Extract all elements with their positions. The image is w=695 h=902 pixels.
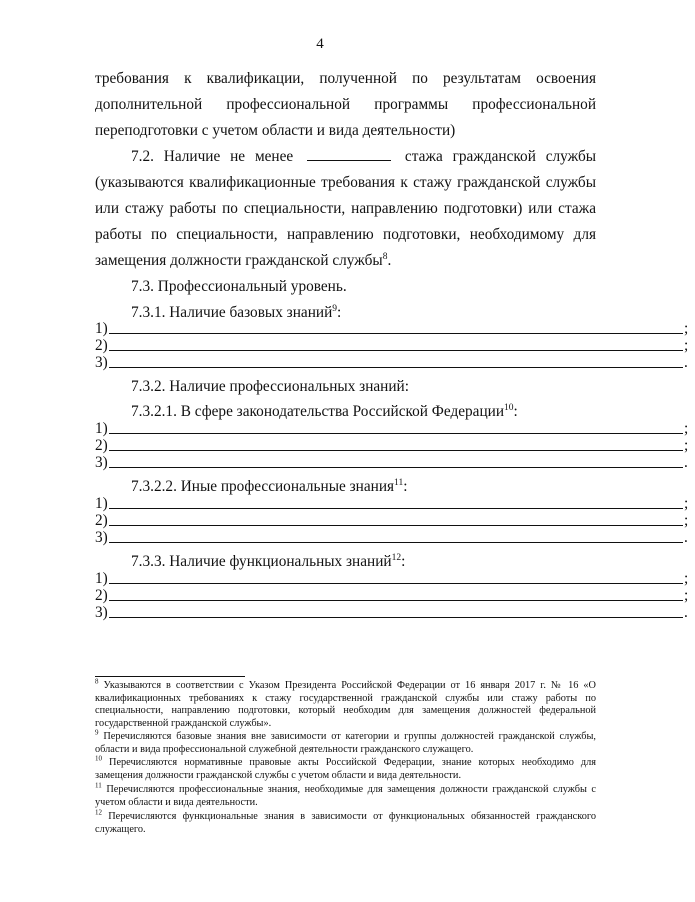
footnote-separator [95,676,245,677]
word: результатам [443,70,521,87]
fill-row [95,320,695,338]
footnote-text: Перечисляются профессиональные знания, необходимые для замещения должности гражданской службы с учетом области и вида деятельности. [95,784,596,808]
row-number: 1) [95,420,108,437]
footnote-number: 8 [95,677,99,686]
para1-line1 [95,70,596,88]
footnote-ref: 9 [332,303,337,314]
fill-row [95,437,695,455]
fill-line [109,450,683,451]
word: требования [95,70,169,87]
footnote-10 [95,754,596,782]
fill-row [95,570,695,588]
text: : [403,478,408,495]
footnote-ref: 10 [504,402,514,413]
fill-row [95,420,695,438]
text: : [337,304,342,321]
subsection-732: 7.3.2. Наличие профессиональных знаний: [131,378,409,395]
row-end: ; [684,420,689,437]
row-number: 3) [95,604,108,621]
word: освоения [536,70,597,87]
word: дополнительной [95,96,203,113]
text: 7.3.3. Наличие функциональных знаний [131,553,392,570]
fill-line [109,508,683,509]
footnote-ref: 12 [391,552,402,563]
text: : [513,403,518,420]
footnote-8 [95,677,596,730]
item72-line3: или стажу работы по специальности, направлению подготовки) или стажа [95,200,596,217]
footnote-12 [95,808,596,836]
footnote-number: 10 [95,754,102,763]
row-end: ; [684,337,689,354]
fill-line [109,600,683,601]
row-number: 2) [95,512,108,529]
item72-line4: работы по специальности, направлению подготовки, необходимому для [95,226,596,243]
item72-line1 [131,148,596,166]
fill-line [109,367,683,368]
item72-line2: (указываются квалификационные требования к стажу гражданской службы [95,174,596,191]
fill-line [109,433,683,434]
row-number: 1) [95,320,108,337]
row-number: 2) [95,587,108,604]
word: профессиональной [472,96,597,113]
fill-row [95,495,695,513]
text: 7.3.2.2. Иные профессиональные знания [131,478,395,495]
word: менее [254,148,294,165]
footnote-ref: 8 [382,251,388,262]
row-end: . [684,604,688,621]
word: стажа гражданской службы [404,148,597,165]
text: : [401,553,406,570]
row-end: ; [684,587,689,604]
word: программы [374,96,449,113]
word: по [412,70,428,87]
fill-line [109,525,683,526]
fill-row [95,354,695,372]
fill-row [95,587,695,605]
item72-line5 [95,252,391,270]
para1-line2 [95,96,596,114]
footnote-9 [95,728,596,756]
footnote-number: 9 [95,728,99,737]
row-end: . [684,529,688,546]
footnote-number: 12 [95,808,102,817]
word: полученной [319,70,397,87]
footnote-text: Перечисляются функциональные знания в зависимости от функциональных обязанностей гражданского служащего. [95,811,596,835]
footnote-11 [95,781,596,809]
fill-row [95,512,695,530]
row-end: . [684,454,688,471]
fill-line [109,333,683,334]
word: к [184,70,192,87]
row-number: 1) [95,495,108,512]
fill-line [109,542,683,543]
text: замещения должности гражданской службы [95,252,383,269]
para1-line3: переподготовки с учетом области и вида деятельности) [95,122,456,139]
footnote-text: Перечисляются базовые знания вне зависимости от категории и группы должностей гражданской службы, области и вида профессиональной служебной деятельности гражданского служащего. [95,731,596,755]
footnote-text: Перечисляются нормативные правовые акты Российской Федерации, знание которых необходимо для замещения должности гражданской службы с учетом области и вида деятельности. [95,757,596,781]
row-number: 3) [95,354,108,371]
word: 7.2. Наличие [131,148,221,165]
row-end: . [684,354,688,371]
row-number: 2) [95,437,108,454]
row-end: ; [684,320,689,337]
word: не [230,148,246,165]
word: профессиональной [226,96,351,113]
text: 7.3.2.1. В сфере законодательства Российской Федерации [131,403,505,420]
fill-line [109,583,683,584]
row-end: ; [684,437,689,454]
row-number: 1) [95,570,108,587]
subsection-733 [131,553,405,571]
row-end: ; [684,570,689,587]
section-heading: 7.3. Профессиональный уровень. [131,278,347,295]
row-end: ; [684,512,689,529]
fill-line [109,467,683,468]
subsection-7321 [131,403,518,421]
fill-row [95,529,695,547]
row-number: 3) [95,529,108,546]
page-number: 4 [316,36,324,52]
footnote-ref: 11 [394,477,404,488]
fill-row [95,604,695,622]
row-end: ; [684,495,689,512]
row-number: 2) [95,337,108,354]
footnote-number: 11 [95,781,102,790]
text: . [387,252,392,269]
subsection-7322 [131,478,407,496]
row-number: 3) [95,454,108,471]
word: квалификации, [206,70,305,87]
fill-row [95,454,695,472]
text: 7.3.1. Наличие базовых знаний [131,304,333,321]
blank-field-line [307,148,391,161]
fill-row [95,337,695,355]
fill-line [109,350,683,351]
footnote-text: Указываются в соответствии с Указом Президента Российской Федерации от 16 января 2017 г. № 16 «О квалификационных требованиях к стажу государственной гражданской службы или стажу работы по специальности, направлению подготовки, который необходим для замещения должностей федеральной государственной гражданской службы». [95,680,596,729]
fill-line [109,617,683,618]
